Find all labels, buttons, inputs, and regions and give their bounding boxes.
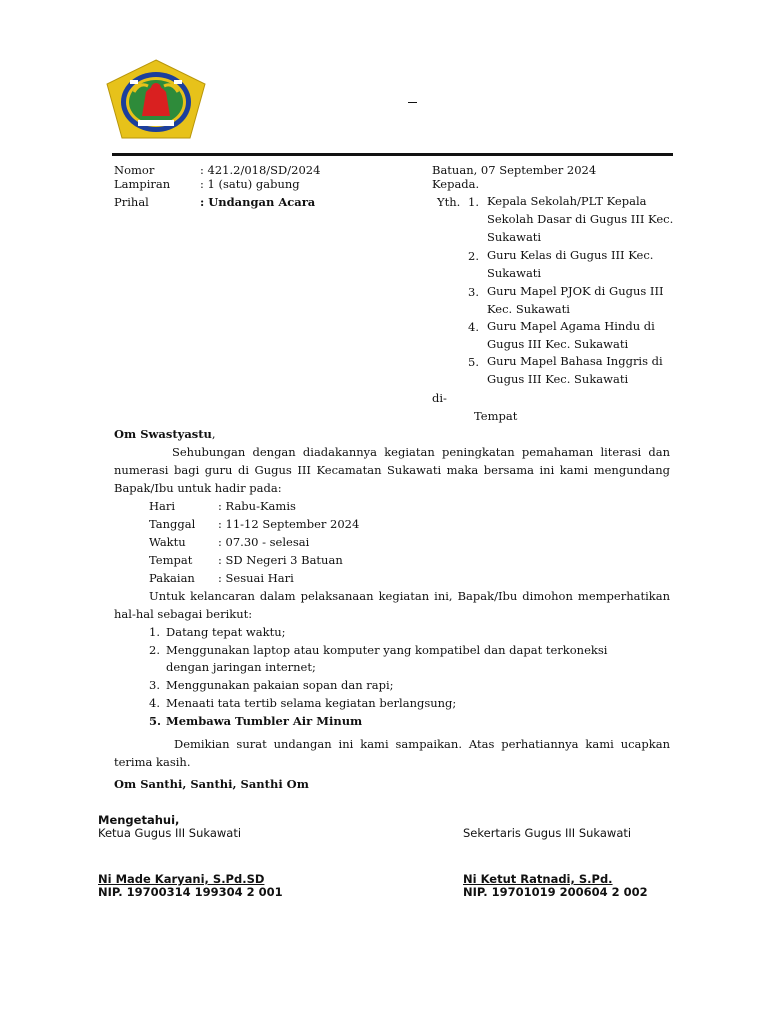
recipient-number: 5. [468, 355, 479, 369]
rule-number: 3. [149, 678, 160, 692]
letterhead-divider [112, 153, 673, 156]
left-signatory-nip: NIP. 19700314 199304 2 001 [98, 885, 283, 899]
detail-value: : Rabu-Kamis [218, 499, 296, 513]
date-line: Batuan, 07 September 2024 [432, 163, 597, 177]
yth-label: Yth. [437, 195, 461, 209]
detail-label: Pakaian [149, 571, 195, 585]
recipient-item: Kepala Sekolah/PLT Kepala Sekolah Dasar di Gugus III Kec. Sukawati [487, 194, 674, 244]
detail-label: Tanggal [149, 517, 196, 531]
left-signatory-name: Ni Made Karyani, S.Pd.SD [98, 872, 265, 886]
prihal-label: Prihal [114, 195, 149, 209]
mengetahui: Mengetahui, [98, 813, 180, 827]
recipient-item: Guru Kelas di Gugus III Kec. Sukawati [487, 248, 654, 280]
rule-text: Menaati tata tertib selama kegiatan berlangsung; [166, 696, 457, 710]
rule-text: dengan jaringan internet; [166, 660, 316, 674]
recipient-item: Guru Mapel Bahasa Inggris di Gugus III Kec. Sukawati [487, 354, 663, 386]
closing-paragraph: Demikian surat undangan ini kami sampaikan. Atas perhatiannya kami ucapkan terima kasih. [114, 737, 670, 769]
detail-value: : Sesuai Hari [218, 571, 294, 585]
detail-label: Hari [149, 499, 176, 513]
left-signatory-title: Ketua Gugus III Sukawati [98, 826, 242, 840]
rule-number: 2. [149, 643, 160, 657]
rule-text: Datang tepat waktu; [166, 625, 286, 639]
right-signatory-title: Sekertaris Gugus III Sukawati [463, 826, 632, 840]
right-signatory-name: Ni Ketut Ratnadi, S.Pd. [463, 872, 613, 886]
rule-number: 1. [149, 625, 160, 639]
right-signatory-nip: NIP. 19701019 200604 2 002 [463, 885, 648, 899]
paragraph-instructions: Untuk kelancaran dalam pelaksanaan kegiatan ini, Bapak/Ibu dimohon memperhatikan hal-hal sebagai berikut: [114, 589, 670, 621]
recipient-number: 3. [468, 285, 479, 299]
header-dash [408, 102, 417, 103]
recipient-number: 2. [468, 249, 479, 263]
rule-number: 4. [149, 696, 160, 710]
rule-text: Membawa Tumbler Air Minum [166, 714, 363, 728]
recipient-item: Guru Mapel PJOK di Gugus III Kec. Sukawati [487, 284, 664, 316]
lampiran-label: Lampiran [114, 177, 171, 191]
recipient-item: Guru Mapel Agama Hindu di Gugus III Kec. Sukawati [487, 319, 655, 351]
farewell: Om Santhi, Santhi, Santhi Om [114, 777, 309, 791]
rule-text: Menggunakan laptop atau komputer yang kompatibel dan dapat terkoneksi [166, 643, 608, 657]
lampiran-value: : 1 (satu) gabung [200, 177, 300, 191]
greeting: Om Swastyastu, [114, 427, 216, 441]
rule-number: 5. [149, 714, 162, 728]
detail-label: Tempat [149, 553, 193, 567]
prihal-value: : Undangan Acara [200, 195, 316, 209]
di-line: di- [432, 391, 447, 405]
detail-value: : SD Negeri 3 Batuan [218, 553, 343, 567]
tempat-line: Tempat [474, 409, 518, 423]
recipient-number: 1. [468, 195, 479, 209]
paragraph-intro: Sehubungan dengan diadakannya kegiatan peningkatan pemahaman literasi dan numerasi bagi guru di Gugus III Kecamatan Sukawati maka bersama ini kami mengundang Bapak/Ibu untuk hadir pada: [114, 445, 670, 495]
rule-text: Menggunakan pakaian sopan dan rapi; [166, 678, 394, 692]
school-emblem-icon [104, 58, 208, 140]
kepada: Kepada. [432, 177, 480, 191]
nomor-value: : 421.2/018/SD/2024 [200, 163, 321, 177]
detail-value: : 07.30 - selesai [218, 535, 310, 549]
nomor-label: Nomor [114, 163, 155, 177]
detail-label: Waktu [149, 535, 186, 549]
recipient-number: 4. [468, 320, 479, 334]
detail-value: : 11-12 September 2024 [218, 517, 360, 531]
